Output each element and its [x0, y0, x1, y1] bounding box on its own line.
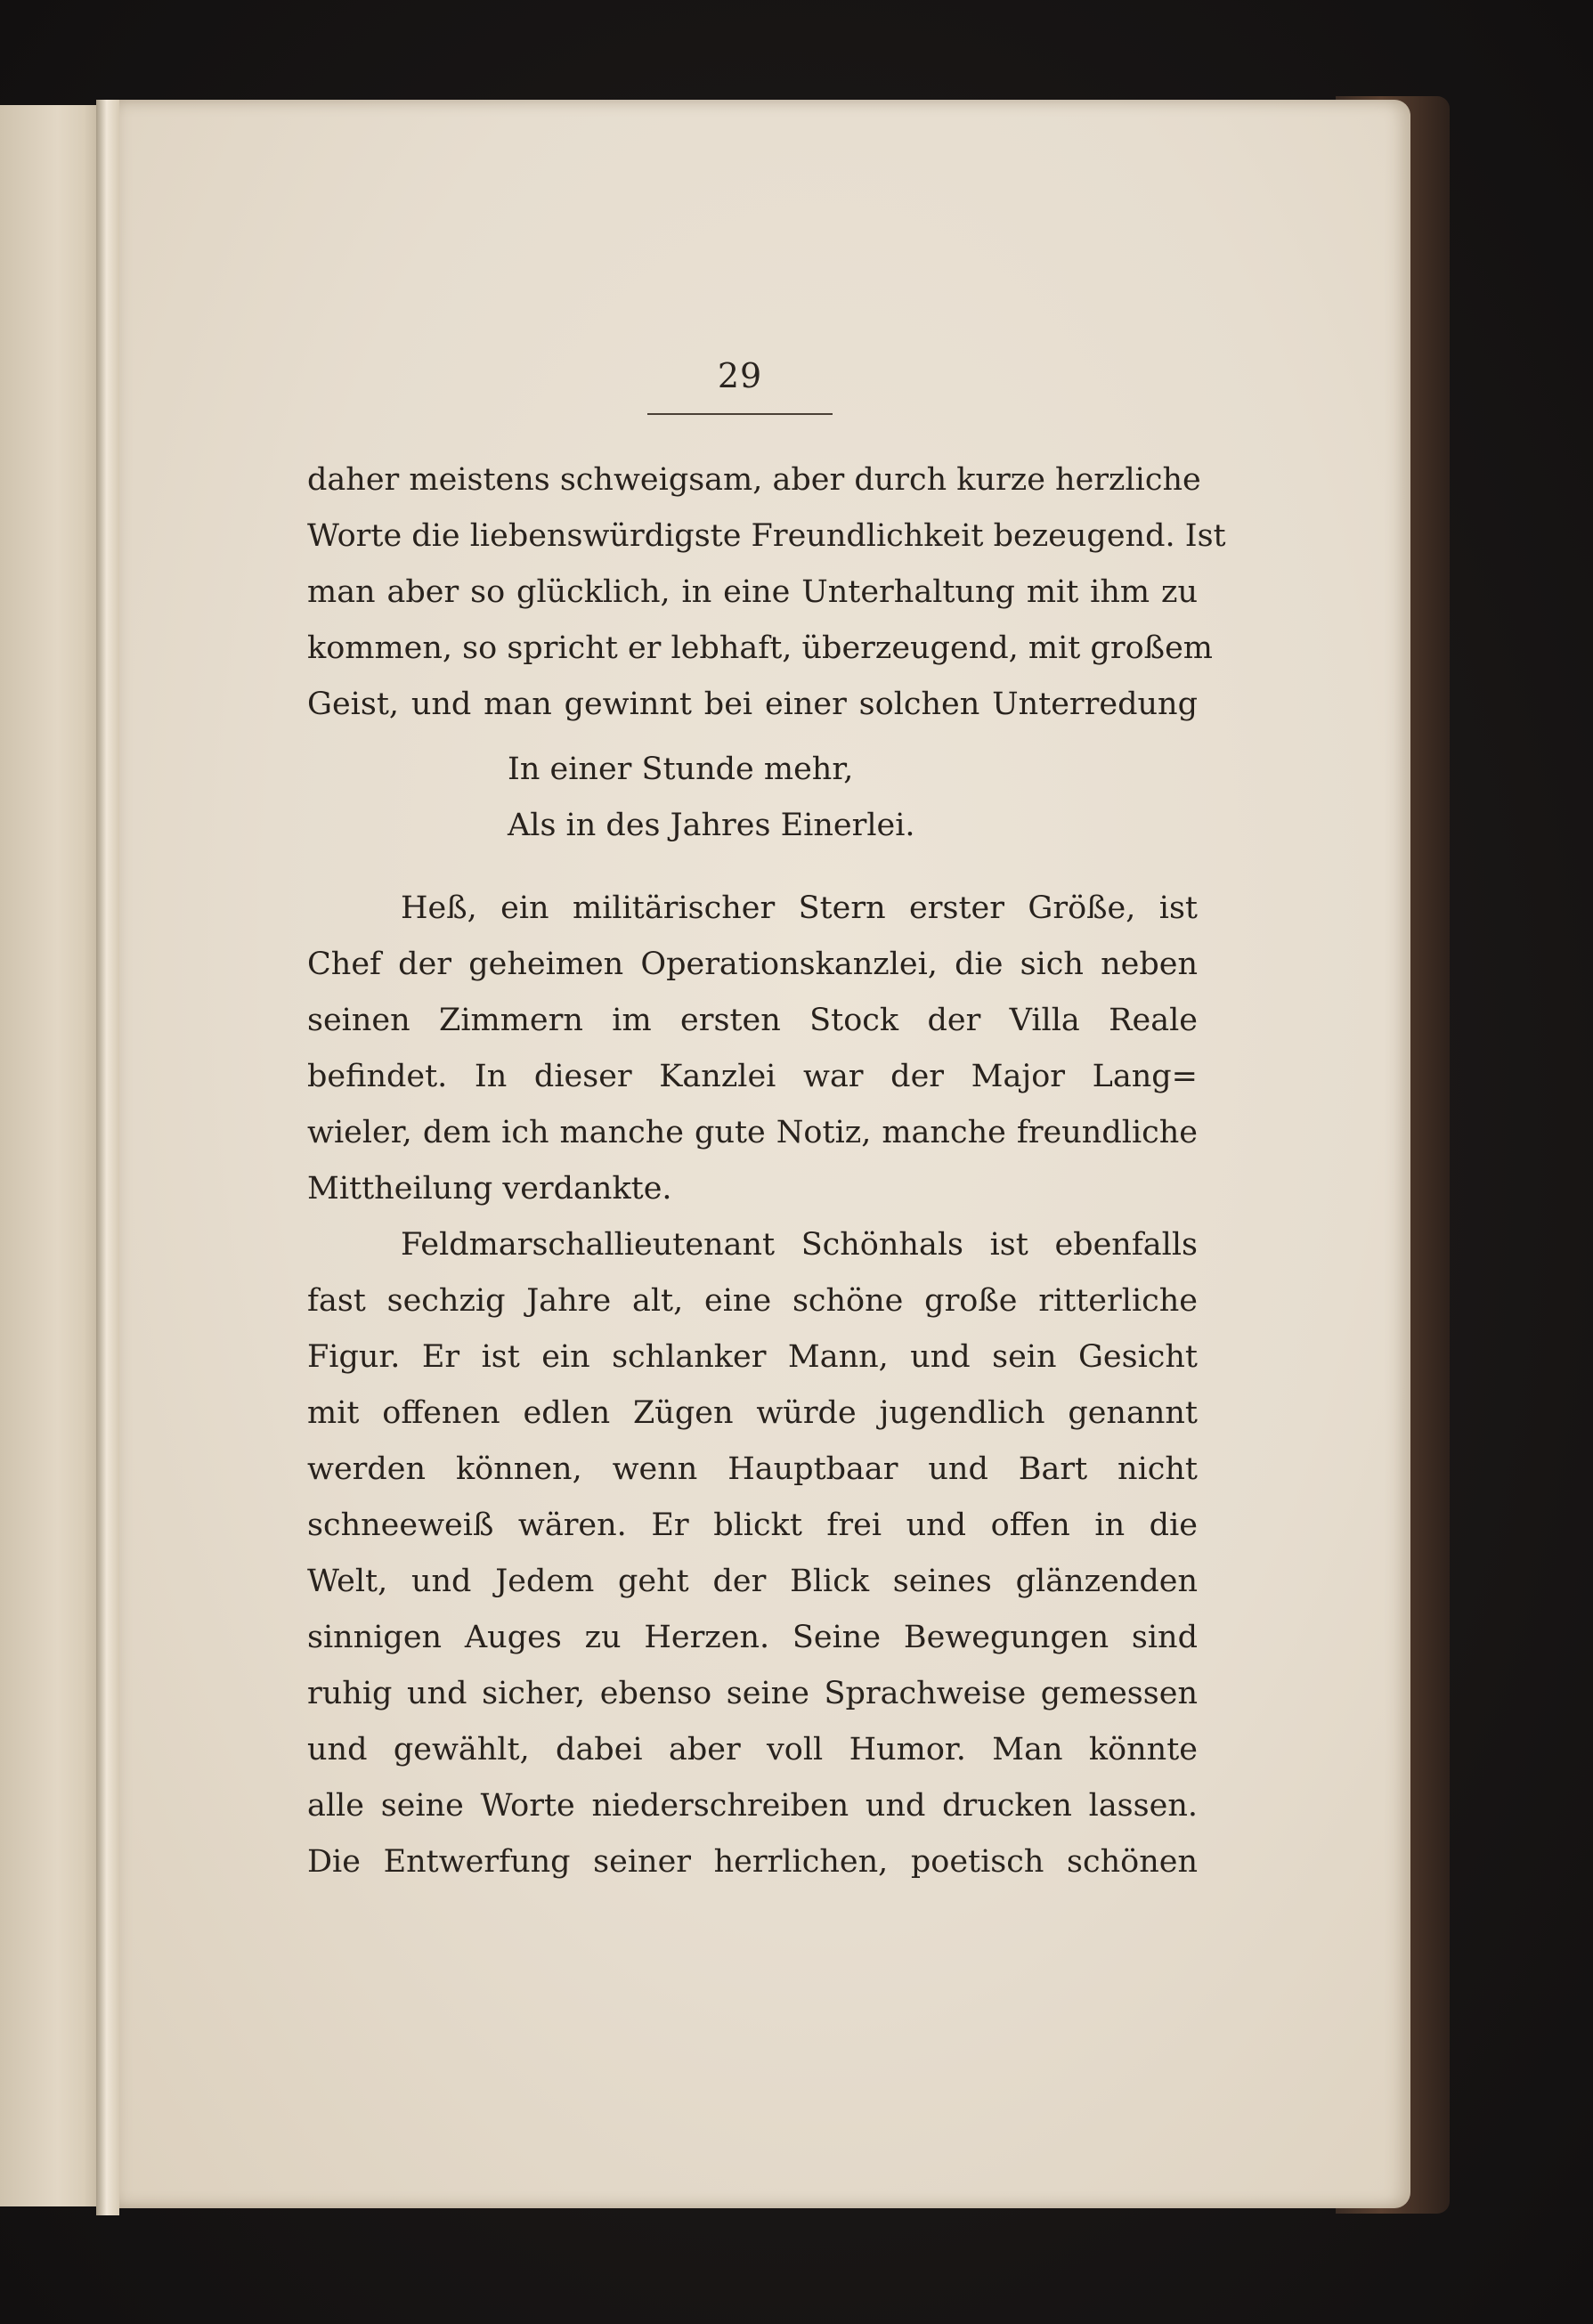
text-line: seinen Zimmern im ersten Stock der Villa Reale	[307, 1003, 1198, 1038]
text-line: Chef der geheimen Operationskanzlei, die sich neben	[307, 947, 1198, 982]
text-line: mit offenen edlen Zügen würde jugendlich genannt	[307, 1395, 1198, 1431]
verse-line: In einer Stunde mehr,	[508, 752, 854, 787]
verse-quote	[307, 742, 1198, 854]
paragraph-3	[307, 1217, 1198, 1890]
text-line: Mittheilung verdankte.	[307, 1171, 672, 1207]
page-gutter	[96, 100, 119, 2215]
text-line: kommen, so spricht er lebhaft, überzeugend, mit großem	[307, 630, 1213, 666]
text-line: alle seine Worte niederschreiben und drucken lassen.	[307, 1788, 1198, 1824]
text-line: Die Entwerfung seiner herrlichen, poetisch schönen	[307, 1844, 1198, 1880]
text-line: Heß, ein militärischer Stern erster Größe, ist	[401, 890, 1198, 926]
paragraph-1	[307, 452, 1226, 733]
text-line: wieler, dem ich manche gute Notiz, manche freundliche	[307, 1115, 1198, 1150]
text-line: und gewählt, dabei aber voll Humor. Man könnte	[307, 1732, 1198, 1767]
verse-line: Als in des Jahres Einerlei.	[508, 808, 915, 843]
text-line: Worte die liebenswürdigste Freundlichkeit bezeugend. Ist	[307, 518, 1226, 554]
text-line: befindet. In dieser Kanzlei war der Major Lang=	[307, 1059, 1198, 1094]
text-line: Geist, und man gewinnt bei einer solchen Unterredung	[307, 687, 1198, 722]
text-line: schneeweiß wären. Er blickt frei und offen in die	[307, 1507, 1198, 1543]
text-line: Feldmarschallieutenant Schönhals ist ebenfalls	[401, 1227, 1198, 1263]
left-page-edge	[0, 105, 105, 2206]
page-number: 29	[717, 356, 763, 395]
text-line: man aber so glücklich, in eine Unterhaltung mit ihm zu	[307, 574, 1198, 610]
text-line: werden können, wenn Hauptbaar und Bart nicht	[307, 1451, 1198, 1487]
text-line: Figur. Er ist ein schlanker Mann, und sein Gesicht	[307, 1339, 1198, 1375]
text-line: sinnigen Auges zu Herzen. Seine Bewegungen sind	[307, 1620, 1198, 1655]
text-line: fast sechzig Jahre alt, eine schöne große ritterliche	[307, 1283, 1198, 1319]
paragraph-2	[307, 881, 1198, 1217]
text-line: ruhig und sicher, ebenso seine Sprachweise gemessen	[307, 1676, 1198, 1711]
header-rule	[647, 413, 833, 415]
text-line: Welt, und Jedem geht der Blick seines glänzenden	[307, 1564, 1198, 1599]
text-line: daher meistens schweigsam, aber durch kurze herzliche	[307, 462, 1201, 498]
page-text	[307, 452, 1226, 1890]
